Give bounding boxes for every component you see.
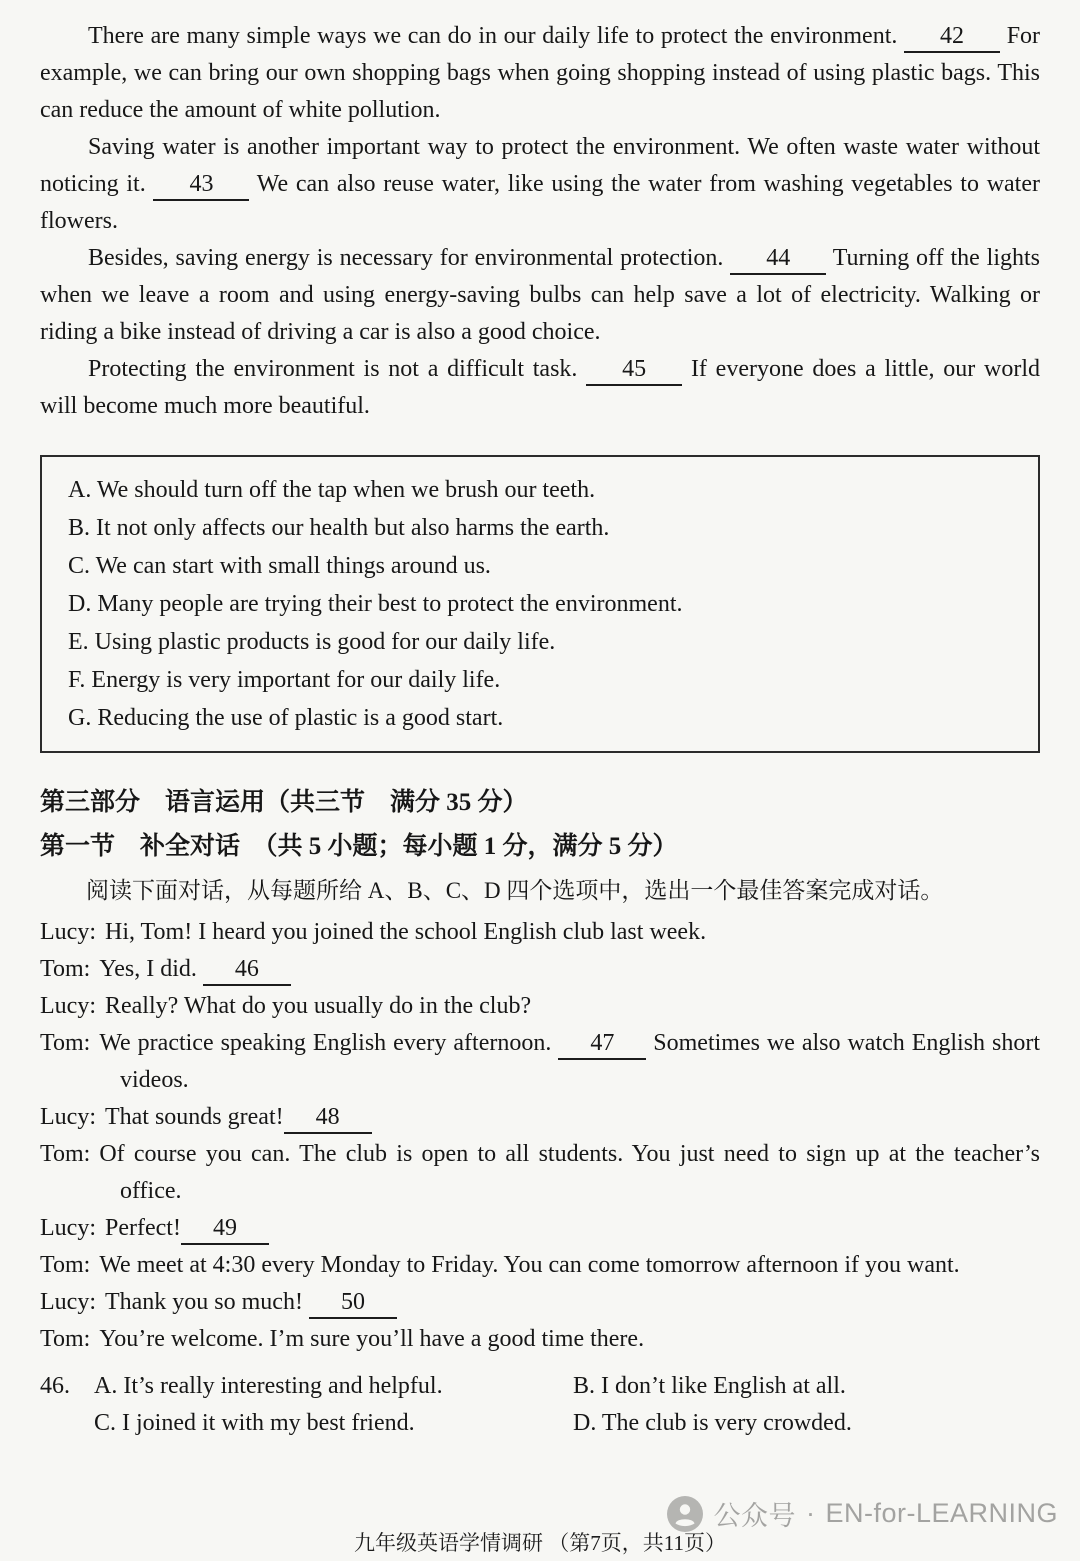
question-option-a: A. It’s really interesting and helpful. (94, 1373, 443, 1399)
section-heading: 第一节 补全对话 （共 5 小题；每小题 1 分，满分 5 分） (40, 833, 678, 860)
speaker-label: Lucy: (40, 1215, 96, 1241)
option-item: A. We should turn off the tap when we brush our teeth. (68, 477, 596, 503)
answer-blank-47: 47 (558, 1031, 646, 1060)
watermark-label: 公众号 (713, 1501, 796, 1531)
dialogue-line (40, 1284, 1040, 1321)
speaker-label: Tom: (40, 1326, 91, 1352)
dialogue-text: Perfect! (104, 1215, 181, 1241)
question-number: 46. (40, 1373, 70, 1399)
dialogue-line (40, 1247, 1040, 1284)
dialogue-line (40, 1025, 1040, 1099)
dialogue-text: We meet at 4:30 every Monday to Friday. You can come tomorrow afternoon if you want. (99, 1252, 960, 1278)
option-item: G. Reducing the use of plastic is a good start. (68, 705, 504, 731)
instruction-text: 阅读下面对话，从每题所给 A、B、C、D 四个选项中，选出一个最佳答案完成对话。 (86, 878, 944, 903)
paragraph-text: Besides, saving energy is necessary for environmental protection. (88, 245, 724, 271)
dialogue-line (40, 1136, 1040, 1210)
speaker-label: Lucy: (40, 1104, 96, 1130)
speaker-label: Tom: (40, 1252, 91, 1278)
paragraph-text: There are many simple ways we can do in our daily life to protect the environment. (88, 23, 898, 49)
answer-blank-42: 42 (904, 24, 1000, 53)
dialogue-line (40, 914, 1040, 951)
answer-blank-50: 50 (309, 1290, 397, 1319)
dialogue-text: Of course you can. The club is open to all students. You just need to sign up at the teacher’s office. (99, 1141, 1040, 1204)
speaker-label: Lucy: (40, 919, 96, 945)
dialogue-line (40, 1099, 1040, 1136)
answer-blank-44: 44 (730, 246, 826, 275)
question-option-c: C. I joined it with my best friend. (94, 1410, 415, 1436)
passage-paragraph (40, 240, 1040, 351)
option-item: B. It not only affects our health but also harms the earth. (68, 515, 610, 541)
question-option-b: B. I don’t like English at all. (573, 1373, 846, 1399)
question-option-d: D. The club is very crowded. (573, 1410, 852, 1436)
part-heading: 第三部分 语言运用（共三节 满分 35 分） (40, 789, 528, 816)
speaker-label: Lucy: (40, 993, 96, 1019)
dialogue-line (40, 988, 1040, 1025)
paragraph-text: We can also reuse water, like using the water from washing vegetables to water flowers. (40, 171, 1040, 234)
option-item: D. Many people are trying their best to protect the environment. (68, 591, 683, 617)
option-item: F. Energy is very important for our daily life. (68, 667, 501, 693)
passage-paragraph (40, 18, 1040, 129)
dialogue-text: Hi, Tom! I heard you joined the school English club last week. (104, 919, 707, 945)
dialogue-line (40, 1210, 1040, 1247)
dialogue-text: Really? What do you usually do in the club? (104, 993, 532, 1019)
watermark-brand: EN-for-LEARNING (825, 1498, 1058, 1528)
option-item: E. Using plastic products is good for our daily life. (68, 629, 556, 655)
dialogue-text: Yes, I did. (99, 956, 197, 982)
answer-blank-49: 49 (181, 1216, 269, 1245)
page-footer: 九年级英语学情调研 （第7页，共11页） (354, 1531, 726, 1555)
watermark-separator: · (805, 1498, 816, 1528)
paragraph-text: Protecting the environment is not a difficult task. (88, 356, 578, 382)
paragraph-text: Turning off the lights when we leave a room and using energy-saving bulbs can help save a lot of electricity. Walking or riding a bike instead of driving a car is also a good choice. (40, 245, 1040, 345)
question-options (94, 1368, 1040, 1442)
paragraph-text: If everyone does a little, our world will become much more beautiful. (40, 356, 1041, 419)
options-box (40, 455, 1040, 753)
dialogue-text: You’re welcome. I’m sure you’ll have a good time there. (99, 1326, 645, 1352)
dialogue-text: Thank you so much! (104, 1289, 303, 1315)
dialogue-line (40, 951, 1040, 988)
dialogue-text: We practice speaking English every afternoon. (99, 1030, 552, 1056)
paragraph-text: For example, we can bring our own shopping bags when going shopping instead of using plastic bags. This can reduce the amount of white pollution. (40, 23, 1041, 123)
answer-blank-48: 48 (284, 1105, 372, 1134)
speaker-label: Tom: (40, 1141, 91, 1167)
passage-paragraph (40, 129, 1040, 240)
answer-blank-45: 45 (586, 357, 682, 386)
option-item: C. We can start with small things around us. (68, 553, 491, 579)
question-46 (40, 1368, 1040, 1442)
dialogue-line (40, 1321, 1040, 1358)
passage-paragraph (40, 351, 1040, 425)
dialogue (40, 914, 1040, 1358)
dialogue-text: That sounds great! (104, 1104, 284, 1130)
speaker-label: Lucy: (40, 1289, 96, 1315)
answer-blank-43: 43 (153, 172, 249, 201)
paragraph-text: Saving water is another important way to protect the environment. We often waste water without noticing it. (40, 134, 1040, 197)
speaker-label: Tom: (40, 956, 91, 982)
speaker-label: Tom: (40, 1030, 91, 1056)
reading-passage (40, 18, 1040, 425)
answer-blank-46: 46 (203, 957, 291, 986)
dialogue-text: Sometimes we also watch English short videos. (120, 1030, 1041, 1093)
